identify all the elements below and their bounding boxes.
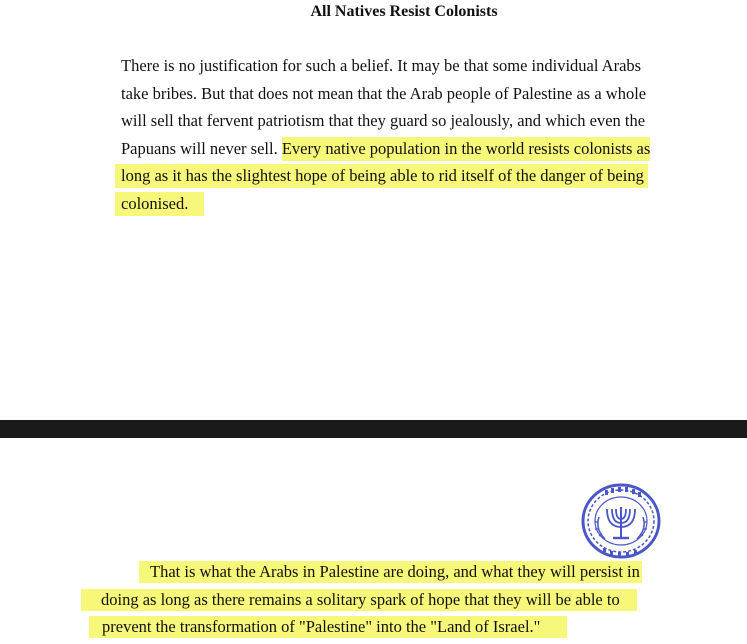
paragraph-1-line-5 xyxy=(121,162,650,190)
paragraph-1-line-3: will sell that fervent patriotism that they guard so jealously, and which even the xyxy=(121,111,646,130)
page-divider xyxy=(0,420,747,438)
paragraph-1-line-2: take bribes. But that does not mean that the Arab people of Palestine as a whole xyxy=(121,83,647,103)
section-heading: All Natives Resist Colonists xyxy=(310,3,498,20)
paragraph-1 xyxy=(121,52,650,217)
paragraph-2-line-3: prevent the transformation of "Palestine" into the "Land of Israel." xyxy=(89,616,567,638)
highlighted-text: long as it has the slightest hope of being able to rid itself of the danger of being xyxy=(115,164,648,188)
paragraph-1-line-4-plain: Papuans will never sell. xyxy=(121,138,282,158)
paragraph-1-line-4 xyxy=(121,135,650,163)
highlighted-text: colonised. xyxy=(115,192,204,216)
paragraph-2-line-1: That is what the Arabs in Palestine are doing, and what they will persist in xyxy=(139,561,642,583)
paragraph-2-line-2: doing as long as there remains a solitary spark of hope that they will be able to xyxy=(81,589,637,611)
paragraph-1-line-1: There is no justification for such a belief. It may be that some individual Arabs xyxy=(121,56,642,75)
paragraph-1-line-6 xyxy=(121,190,650,218)
highlighted-text: Every native population in the world resists colonists as xyxy=(282,137,650,161)
menorah-seal-icon xyxy=(581,483,661,559)
